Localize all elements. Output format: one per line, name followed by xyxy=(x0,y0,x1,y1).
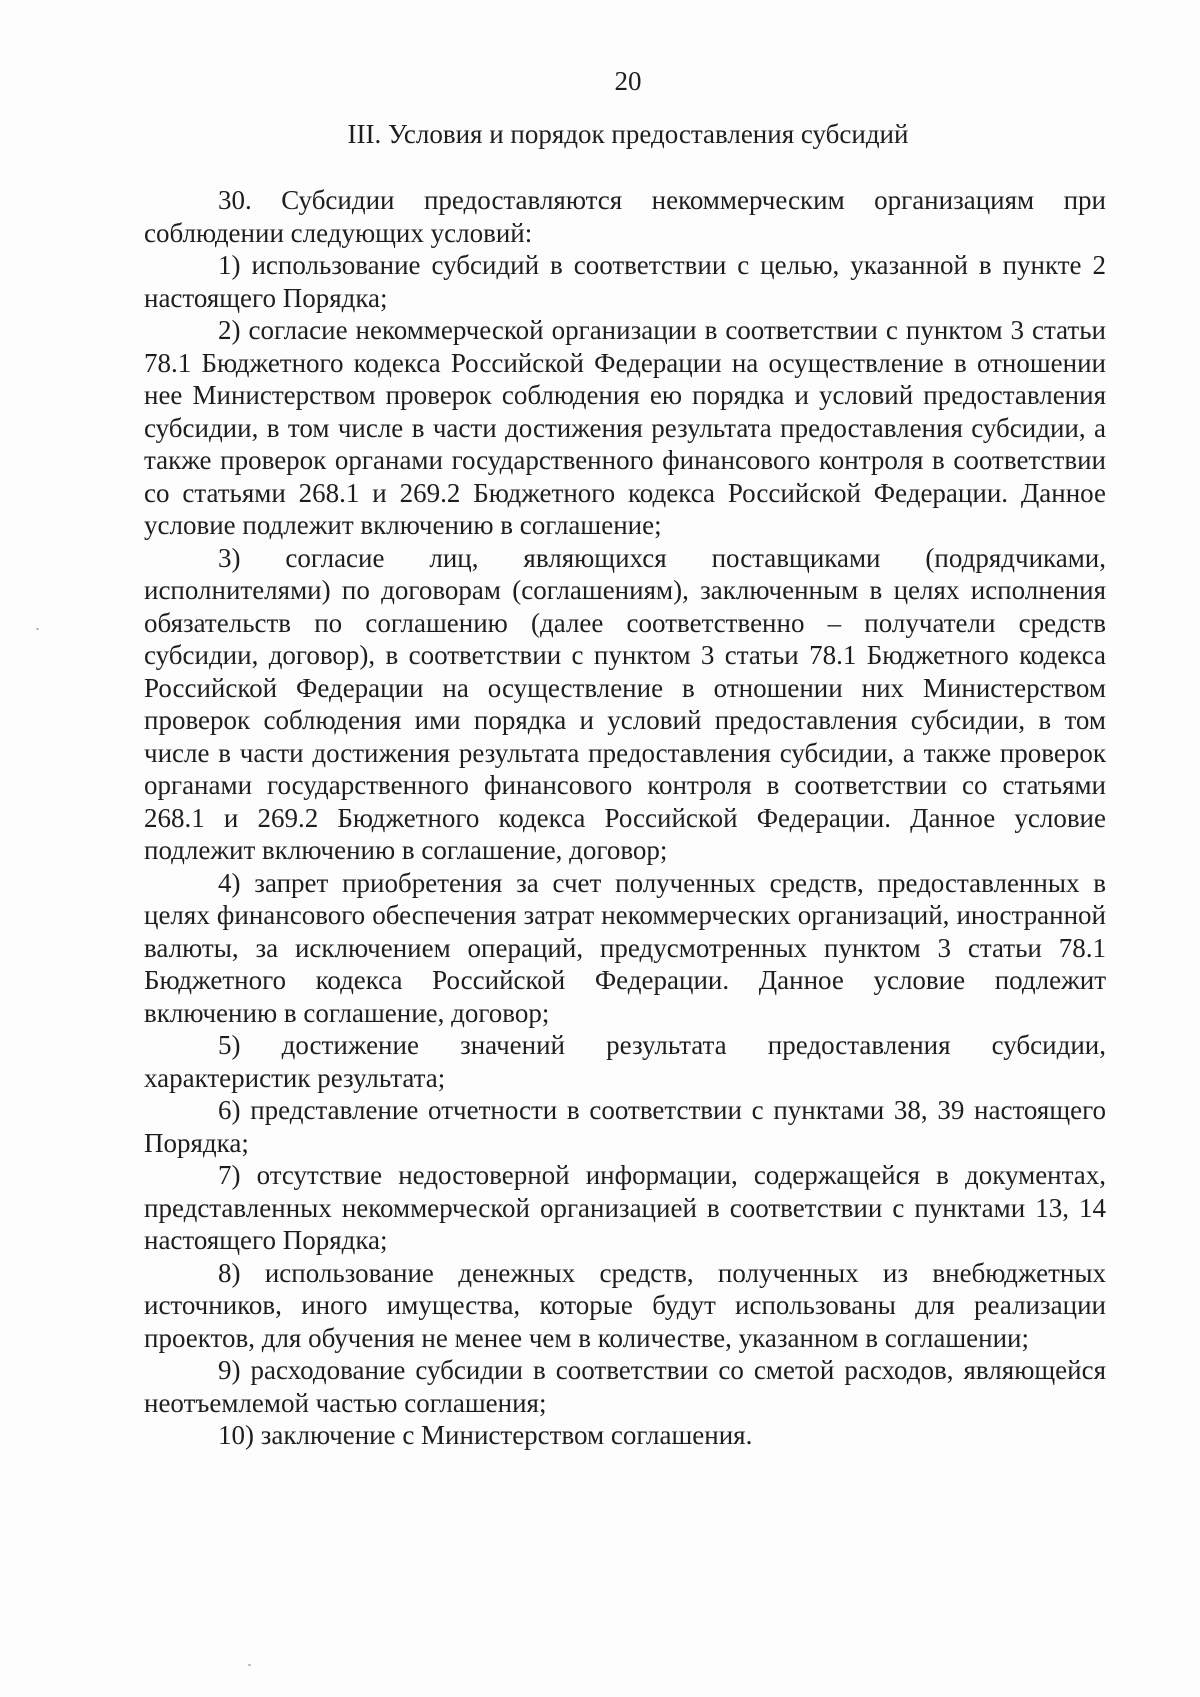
condition-item-10: 10) заключение с Министерством соглашения. xyxy=(218,1420,753,1450)
condition-item-6: 6) представление отчетности в соответствии с пунктами 38, 39 настоящего Порядка; xyxy=(144,1095,1106,1158)
section-title: III. Условия и порядок предоставления субсидий xyxy=(347,119,909,149)
condition-item-8: 8) использование денежных средств, полученных из внебюджетных источников, иного имущества, которые будут использованы для реализации проектов, для обучения не менее чем в количестве, указанном в соглашении; xyxy=(144,1257,1106,1353)
condition-item-3: 3) согласие лиц, являющихся поставщиками (подрядчиками, исполнителями) по договорам (соглашениям), заключенным в целях исполнения обязательств по соглашению (далее соответственно – получатели средств субсидии, договор), в соответствии с пунктом 3 статьи 78.1 Бюджетного кодекса Российской Федерации на осуществление в отношении них Министерством проверок соблюдения ими порядка и условий предоставления субсидии, в том числе в части достижения результата предоставления субсидии, а также проверок органами государственного финансового контроля в соответствии со статьями 268.1 и 269.2 Бюджетного кодекса Российской Федерации. Данное условие подлежит включению в соглашение, договор; xyxy=(144,542,1106,865)
condition-item-2: 2) согласие некоммерческой организации в соответствии с пунктом 3 статьи 78.1 Бюджетного кодекса Российской Федерации на осуществление в отношении нее Министерством проверок соблюдения ею порядка и условий предоставления субсидии, в том числе в части достижения результата предоставления субсидии, а также проверок органами государственного финансового контроля в соответствии со статьями 268.1 и 269.2 Бюджетного кодекса Российской Федерации. Данное условие подлежит включению в соглашение; xyxy=(144,315,1106,540)
paragraph-30-intro: 30. Субсидии предоставляются некоммерческим организациям при соблюдении следующих условий: xyxy=(144,185,1106,248)
document-body xyxy=(144,184,1106,1452)
page-number: 20 xyxy=(614,66,642,96)
condition-item-9: 9) расходование субсидии в соответствии со сметой расходов, являющейся неотъемлемой частью соглашения; xyxy=(144,1355,1106,1418)
condition-item-7: 7) отсутствие недостоверной информации, содержащейся в документах, представленных некоммерческой организацией в соответствии с пунктами 13, 14 настоящего Порядка; xyxy=(144,1160,1106,1255)
condition-item-4: 4) запрет приобретения за счет полученных средств, предоставленных в целях финансового обеспечения затрат некоммерческих организаций, иностранной валюты, за исключением операций, предусмотренных пунктом 3 статьи 78.1 Бюджетного кодекса Российской Федерации. Данное условие подлежит включению в соглашение, договор; xyxy=(144,867,1106,1028)
condition-item-5: 5) достижение значений результата предоставления субсидии, характеристик результата; xyxy=(144,1030,1106,1093)
scan-speck xyxy=(36,628,39,630)
condition-item-1: 1) использование субсидий в соответствии с целью, указанной в пункте 2 настоящего Порядка; xyxy=(144,250,1106,313)
scan-speck xyxy=(248,1664,251,1666)
